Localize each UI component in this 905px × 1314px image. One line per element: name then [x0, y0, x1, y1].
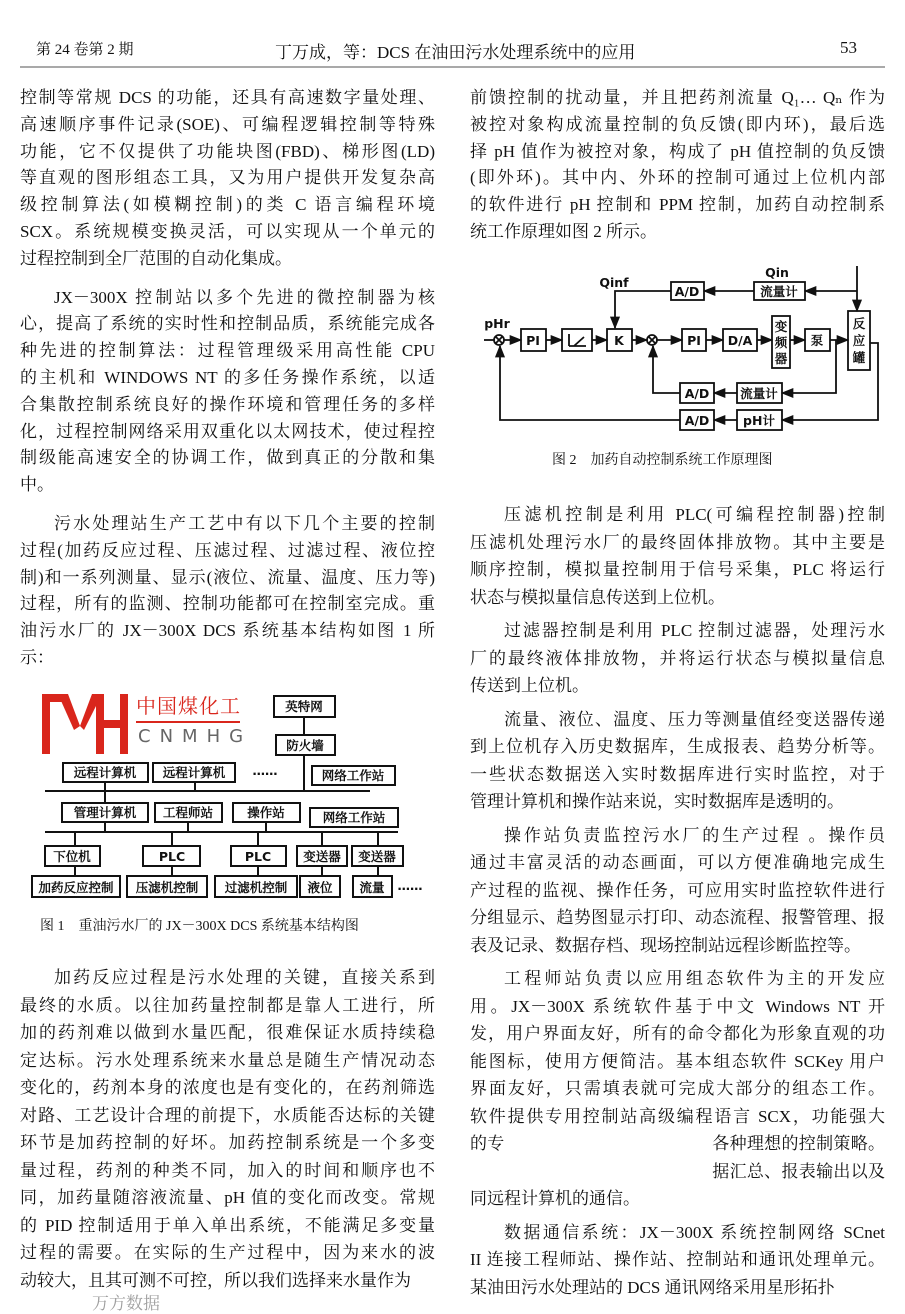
text-line: SCX。系统规模变换灵活，可以实现从一个单元的	[20, 221, 435, 241]
fig2-pi-1: PI	[526, 333, 540, 348]
fig1-transmitter-1: 变送器	[303, 849, 341, 864]
text-line: 顺序控制，模拟量控制用于信号采集，PLC 将运行	[470, 560, 885, 579]
text-line: 某油田污水处理站的 DCS 通讯网络采用星形拓扑	[470, 1277, 835, 1297]
text-line: 示：	[20, 647, 54, 667]
fig1-plc-1: PLC	[158, 849, 186, 864]
text-line: 状态与模拟量信息传送到上位机。	[470, 587, 725, 607]
text-line: 用。JX－300X 系统软件基于中文 Windows NT 开	[470, 996, 885, 1016]
text-line: 动较大，且其可测不可控，所以我们选择来水量作为	[20, 1270, 411, 1290]
fig2-ad-inner: A/D	[684, 386, 710, 401]
text-line: 到上位机存入历史数据库，生成报表、趋势分析等。	[470, 737, 885, 756]
logo-underline	[136, 721, 240, 723]
text-line: 定达标。污水处理系统来水量总是随生产情况动态	[20, 1050, 435, 1070]
fig1-filter-press-control: 压滤机控制	[135, 880, 199, 895]
text-line: 中。	[20, 475, 54, 495]
cnmhg-logo-mark	[36, 690, 131, 756]
fig1-firewall: 防火墙	[286, 738, 324, 753]
fig2-tank-1: 反	[852, 316, 866, 331]
text-line: II 连接工程师站、操作站、控制站和通讯处理单元。	[470, 1250, 885, 1269]
fig1-remote-computer-2: 远程计算机	[162, 765, 226, 780]
fig1-flow: 流量	[359, 880, 385, 895]
text-line: 择 pH 值作为被控对象，构成了 pH 值控制的负反馈	[470, 141, 885, 161]
text-line: (即外环)。其中内、外环的控制可通过上位机内部	[470, 168, 885, 188]
text-line: 能图标，使用方便简洁。基本组态软件 SCKey 用户	[470, 1051, 885, 1071]
text-line: 高速顺序事件记录(SOE)、可编程逻辑控制等特殊	[20, 114, 435, 134]
text-line: 据汇总、报表输出以及	[470, 1161, 885, 1181]
fig2-flowmeter-top: 流量计	[760, 284, 798, 299]
text-line: 对路、工艺设计合理的前提下，水质能否达标的关键	[20, 1105, 435, 1125]
text-line: 同，加药量随溶液流量、pH 值的变化而改变。常规	[20, 1188, 435, 1207]
fig2-qinf-label: Qinf	[599, 275, 629, 290]
fig2-ph-meter: pH计	[743, 413, 775, 428]
text-line: 过程(加药反应过程、压滤过程、过滤过程、液位控	[20, 540, 435, 560]
fig1-internet: 英特网	[285, 699, 323, 714]
text-line: 制级能高速安全的协调工作，做到真正的分散和集	[20, 448, 435, 468]
text-line: 界面友好，只需填表就可完成大部分的组态工作。	[470, 1079, 885, 1098]
text-line: 传送到上位机。	[470, 676, 589, 695]
text-line: JX－300X 控制站以多个先进的微控制器为核	[54, 287, 435, 307]
fig1-management-computer: 管理计算机	[73, 805, 137, 820]
text-line: 厂的最终液体排放物，并将运行状态与模拟量信息	[470, 648, 885, 668]
text-line: 压滤机处理污水厂的最终固体排放物。其中主要是	[470, 532, 885, 552]
text-line: 软件提供专用控制站高级编程语言 SCX，功能强大	[470, 1106, 885, 1126]
text-line: 最终的水质。以往加药量控制都是靠人工进行，所	[20, 995, 435, 1015]
fig2-ad-outer: A/D	[684, 413, 710, 428]
fig1-ellipsis-1: ……	[252, 763, 278, 778]
figure-2-caption: 图 2 加药自动控制系统工作原理图	[552, 453, 773, 468]
text-line: 产过程的监视、操作任务，可应用实时监控软件进行	[470, 880, 885, 900]
text-line: 统工作原理如图 2 所示。	[470, 221, 657, 241]
fig2-phr-label: pHr	[484, 316, 510, 331]
text-line: 污水处理站生产工艺中有以下几个主要的控制	[54, 513, 435, 533]
fig1-lower-computer: 下位机	[53, 849, 91, 864]
text-line: 制)和一系列测量、显示(液位、流量、温度、压力等)	[20, 567, 435, 587]
text-line: 的软件进行 pH 控制和 PPM 控制，加药自动控制系	[470, 195, 885, 215]
text-line: 前馈控制的扰动量，并且把药剂流量 Q₁… Qₙ 作为	[470, 88, 885, 107]
figure-1-caption: 图 1 重油污水厂的 JX－300X DCS 系统基本结构图	[40, 919, 359, 934]
text-line: 数据通信系统：JX－300X 系统控制网络 SCnet	[504, 1222, 885, 1242]
text-line: 心，提高了系统的实时性和控制品质，系统能完成各	[20, 314, 435, 334]
text-line: 过滤器控制是利用 PLC 控制过滤器，处理污水	[504, 621, 885, 640]
text-line: 环节是加药控制的好坏。加药控制系统是一个多变	[20, 1133, 435, 1152]
text-line: 油污水厂的 JX－300X DCS 系统基本结构如图 1 所	[20, 621, 435, 641]
fig1-dosing-control: 加药反应控制	[38, 880, 114, 895]
fig2-tank-2: 应	[852, 333, 866, 348]
fig2-flowmeter-inner: 流量计	[740, 386, 778, 401]
text-line: 等直观的图形组态工具，又为用户提供开发复杂高	[20, 168, 435, 188]
text-line: 工程师站负责以应用组态软件为主的开发应	[504, 969, 885, 988]
running-title: 丁万成，等：DCS 在油田污水处理系统中的应用	[275, 43, 636, 62]
fig1-transmitter-2: 变送器	[358, 849, 396, 864]
logo-name-en: CNMHG	[138, 726, 253, 747]
text-line: 过程，所有的监测、控制功能都可在控制室完成。重	[20, 594, 435, 614]
fig1-engineer-station: 工程师站	[162, 805, 214, 820]
text-line: 量过程，药剂的种类不同，加入的时间和顺序也不	[20, 1160, 435, 1180]
fig2-vfd-3: 器	[774, 351, 788, 366]
fig1-network-workstation-1: 网络工作站	[321, 768, 385, 783]
text-line: 变化的，药剂本身的浓度也是有变化的，在药剂筛选	[20, 1078, 435, 1097]
fig2-vfd-2: 频	[774, 335, 788, 350]
fig2-k: K	[614, 333, 624, 348]
text-line: 化，过程控制网络采用双重化以太网技术，使过程控	[20, 421, 435, 441]
text-line: 发，用户界面友好，所有的命令都化为形象直观的功	[470, 1024, 885, 1043]
text-line: 通过丰富灵活的动态画面，可以方便准确地完成生	[470, 853, 885, 872]
text-line: 同远程计算机的通信。	[470, 1189, 640, 1208]
logo-name-cn: 中国煤化工	[136, 694, 241, 718]
fig1-plc-2: PLC	[244, 849, 272, 864]
fig2-vfd-1: 变	[774, 319, 788, 334]
text-line: 操作站负责监控污水厂的生产过程 。操作员	[504, 825, 885, 845]
fig1-operator-station: 操作站	[247, 805, 285, 820]
fig2-tank-3: 罐	[852, 350, 866, 365]
text-line: 加药反应过程是污水处理的关键，直接关系到	[54, 968, 435, 987]
fig2-da: D/A	[727, 333, 753, 348]
text-line: 过程控制到全厂范围的自动化集成。	[20, 248, 292, 268]
text-line: 被控对象构成流量控制的负反馈(即内环)，最后选	[470, 114, 885, 134]
fig2-pump: 泵	[810, 333, 824, 348]
text-line: 种先进的控制算法：过程管理级采用高性能 CPU	[20, 341, 435, 361]
text-line: 功能，它不仅提供了功能块图(FBD)、梯形图(LD)	[20, 141, 435, 161]
text-line: 过程的需要。在实际的生产过程中，因为来水的波	[20, 1243, 435, 1262]
cnmhg-logo	[36, 690, 253, 756]
fig2-pi-2: PI	[687, 333, 701, 348]
text-line: 的 PID 控制适用于单入单出系统，不能满足多变量	[20, 1215, 435, 1235]
fig1-level: 液位	[307, 880, 333, 895]
fig1-filter-control: 过滤机控制	[224, 880, 288, 895]
text-line: 分组显示、趋势图显示打印、动态流程、报警管理、报	[470, 908, 885, 927]
text-line: 表及记录、数据存档、现场控制站远程诊断监控等。	[470, 935, 861, 955]
text-line: 加的药剂难以做到水量匹配，很难保证水质持续稳	[20, 1023, 435, 1042]
fig2-ad-top: A/D	[674, 284, 700, 299]
text-line: 压滤机控制是利用 PLC(可编程控制器)控制	[504, 505, 885, 524]
text-line: 合集散控制系统良好的操作环境和管理任务的多样	[20, 394, 435, 414]
text-line: 级控制算法(如模糊控制)的类 C 语言编程环境	[20, 195, 435, 215]
fig1-network-workstation-2: 网络工作站	[322, 810, 386, 825]
fig1-ellipsis-2: ……	[397, 878, 423, 893]
text-line: 的专 各种理想的控制策略。	[470, 1134, 885, 1153]
page-number: 53	[840, 38, 857, 57]
text-line: 控制等常规 DCS 的功能，还具有高速数字量处理、	[20, 88, 435, 107]
wanfang-watermark: 万方数据	[92, 1294, 160, 1313]
text-line: 的主机和 WINDOWS NT 的多任务操作系统，以适	[20, 367, 435, 387]
fig2-qin-label: Qin	[765, 265, 789, 280]
text-line: 管理计算机和操作站来说，实时数据库是透明的。	[470, 792, 844, 811]
fig1-remote-computer-1: 远程计算机	[73, 765, 137, 780]
journal-volume: 第 24 卷第 2 期	[36, 42, 134, 58]
text-line: 流量、液位、温度、压力等测量值经变送器传递	[504, 709, 885, 729]
text-line: 一些状态数据送入实时数据库进行实时监控，对于	[470, 764, 885, 784]
